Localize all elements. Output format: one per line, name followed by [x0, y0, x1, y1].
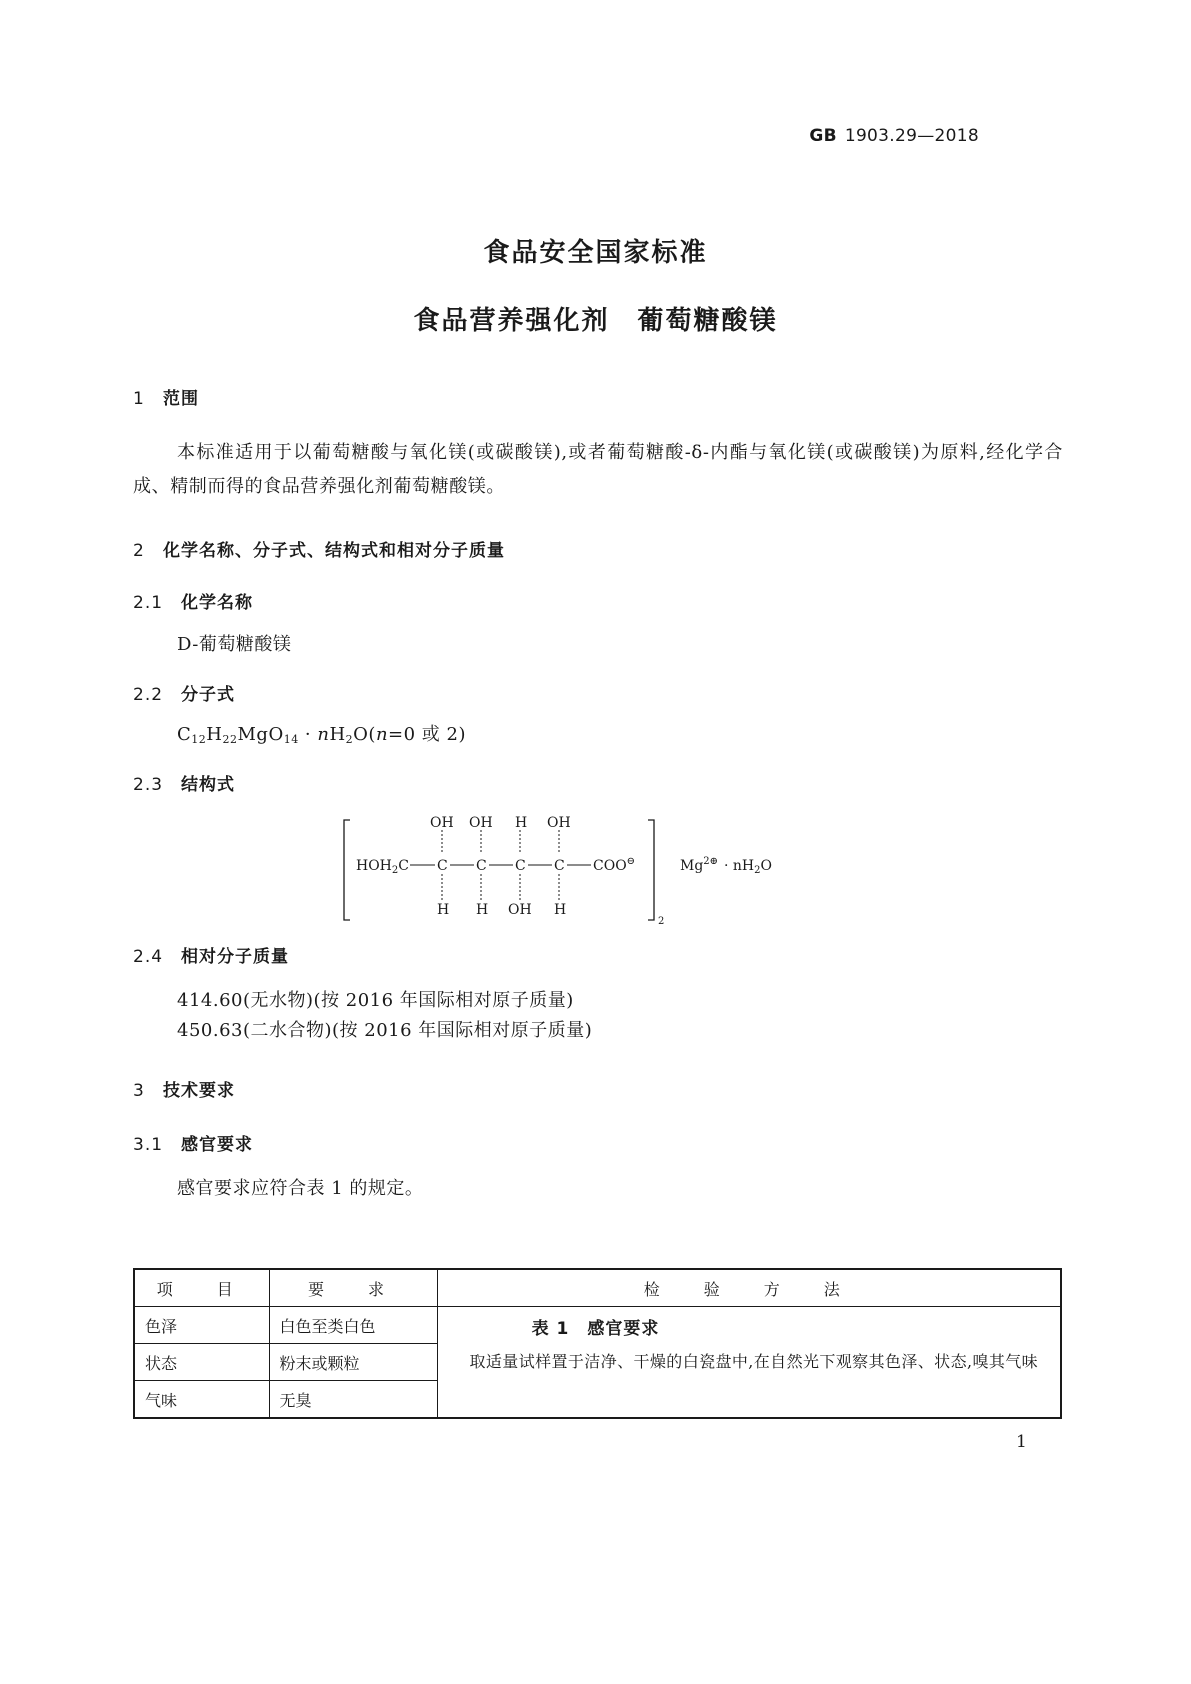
svg-text:COO⊖: COO⊖	[593, 856, 636, 874]
section-number: 2	[133, 541, 145, 561]
section-number: 2.1	[133, 593, 164, 613]
section-title: 感官要求	[181, 1135, 253, 1155]
standard-number: 1903.29—2018	[844, 126, 979, 146]
table-cell-requirement: 白色至类白色	[269, 1307, 437, 1344]
section-1-heading	[133, 384, 199, 409]
section-title: 范围	[163, 389, 199, 409]
section-title: 化学名称、分子式、结构式和相对分子质量	[163, 541, 505, 561]
carbon-4: C	[554, 858, 565, 874]
section-3-1-paragraph: 感官要求应符合表 1 的规定。	[177, 1178, 424, 1199]
section-number: 3	[133, 1081, 145, 1101]
section-title: 技术要求	[163, 1081, 235, 1101]
substituent-top-1: OH	[430, 815, 454, 831]
section-number: 3.1	[133, 1135, 164, 1155]
molecular-mass-dihydrate: 450.63(二水合物)(按 2016 年国际相对原子质量)	[177, 1020, 593, 1041]
table-header-cell: 要 求	[269, 1269, 437, 1307]
chemical-name: D-葡萄糖酸镁	[177, 634, 292, 655]
section-number: 2.4	[133, 947, 164, 967]
section-title: 分子式	[181, 685, 235, 705]
table-cell-item: 气味	[134, 1381, 269, 1419]
svg-text:HOH2C: $HOH_2C$	[356, 858, 409, 876]
section-number: 2.3	[133, 775, 164, 795]
svg-text:· nH2O: · $nH_2O$	[724, 858, 772, 876]
table-cell-method: 取适量试样置于洁净、干燥的白瓷盘中,在自然光下观察其色泽、状态,嗅其气味	[437, 1307, 1061, 1419]
section-3-1-heading	[133, 1130, 253, 1155]
carbon-2: C	[476, 858, 487, 874]
section-2-3-heading	[133, 770, 235, 795]
table-caption: 表 1 感官要求	[531, 1319, 660, 1339]
document-subtitle: 食品营养强化剂 葡萄糖酸镁	[413, 306, 778, 336]
section-2-2-heading	[133, 680, 235, 705]
table-cell-requirement: 粉末或颗粒	[269, 1344, 437, 1381]
section-2-4-heading	[133, 942, 289, 967]
table-row	[134, 1307, 1061, 1344]
page-number: 1	[1016, 1432, 1027, 1452]
standard-prefix: GB	[809, 126, 837, 146]
section-number: 1	[133, 389, 145, 409]
section-title: 相对分子质量	[181, 947, 289, 967]
table-cell-requirement: 无臭	[269, 1381, 437, 1419]
section-title: 化学名称	[181, 593, 253, 613]
bracket-subscript: 2	[658, 916, 665, 927]
standard-code	[809, 126, 979, 146]
table-cell-item: 色泽	[134, 1307, 269, 1344]
table-header-row	[134, 1269, 1061, 1307]
table-cell-item: 状态	[134, 1344, 269, 1381]
substituent-bottom-3: OH	[508, 902, 532, 918]
section-3-heading	[133, 1076, 235, 1101]
table-header-cell: 检 验 方 法	[437, 1269, 1061, 1307]
section-2-heading	[133, 536, 505, 561]
document-title: 食品安全国家标准	[483, 238, 708, 268]
substituent-top-4: OH	[547, 815, 571, 831]
section-title: 结构式	[181, 775, 235, 795]
structural-formula	[340, 812, 860, 932]
svg-text:Mg2⊕: $Mg^{2\oplus}$	[680, 856, 719, 874]
substituent-top-3: H	[515, 815, 528, 831]
substituent-bottom-4: H	[554, 902, 567, 918]
substituent-bottom-2: H	[476, 902, 489, 918]
table-header-cell: 项 目	[134, 1269, 269, 1307]
section-2-1-heading	[133, 588, 253, 613]
sensory-requirements-table	[133, 1268, 1062, 1419]
substituent-top-2: OH	[469, 815, 493, 831]
molecular-mass-anhydrous: 414.60(无水物)(按 2016 年国际相对原子质量)	[177, 990, 574, 1011]
section-1-paragraph: 本标准适用于以葡萄糖酸与氧化镁(或碳酸镁),或者葡萄糖酸-δ-内酯与氧化镁(或碳酸镁)为原料,经化学合成、精制而得的食品营养强化剂葡萄糖酸镁。	[133, 442, 1063, 497]
section-number: 2.2	[133, 685, 164, 705]
molecular-formula: $C_{12}H_{22}MgO_{14} \cdot nH_2O(n=0$ 或 2)	[177, 724, 466, 746]
carbon-3: C	[515, 858, 526, 874]
carbon-1: C	[437, 858, 448, 874]
substituent-bottom-1: H	[437, 902, 450, 918]
